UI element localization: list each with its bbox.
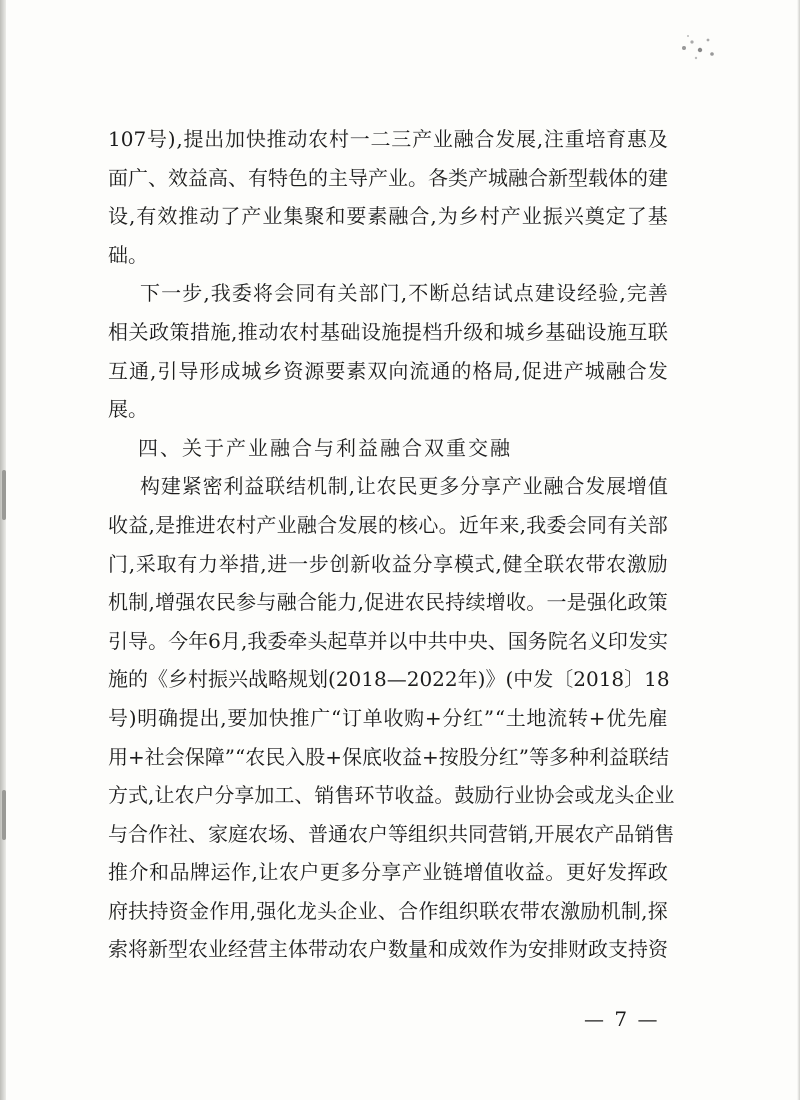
text-line: 门 , 采 取 有 力 举 措 , 进 一 步 创 新 收 益 分 享 模 式 , 健 全 联 农 带 农 激 励: [108, 551, 668, 576]
scan-mark-lower: [2, 790, 6, 840]
page-number: — 7 —: [584, 1007, 660, 1031]
text-line: 府 扶 持 资 金 作 用 , 强 化 龙 头 企 业 、 合 作 组 织 联 农 带 农 激 励 机 制 , 探: [108, 898, 668, 923]
section-heading: 四、关于产业融合与利益融合双重交融: [138, 435, 512, 460]
text-line: 引 导 。 今 年 6 月 , 我 委 牵 头 起 草 并 以 中 共 中 央 、 国 务 院 名 义 印 发 实: [108, 628, 668, 653]
text-line: 推 介 和 品 牌 运 作 , 让 农 户 更 多 分 享 产 业 链 增 值 收 益 。 更 好 发 挥 政: [108, 860, 668, 885]
text-line: 互 通 , 引 导 形 成 城 乡 资 源 要 素 双 向 流 通 的 格 局 , 促 进 产 城 融 合 发: [108, 358, 668, 383]
text-line: 施 的 《 乡 村 振 兴 战 略 规 划 ( 2018 — 2022 年 ) 》 ( 中 发 〔 2018 〕 18: [108, 667, 670, 692]
text-line: 相 关 政 策 措 施 , 推 动 农 村 基 础 设 施 提 档 升 级 和 城 乡 基 础 设 施 互 联: [108, 319, 668, 344]
text-line: 设 , 有 效 推 动 了 产 业 集 聚 和 要 素 融 合 , 为 乡 村 产 业 振 兴 奠 定 了 基: [108, 204, 668, 229]
text-line: 与 合 作 社 、 家 庭 农 场 、 普 通 农 户 等 组 织 共 同 营 销 , 开 展 农 产 品 销 售: [108, 821, 675, 846]
text-line: 下 一 步 , 我 委 将 会 同 有 关 部 门 , 不 断 总 结 试 点 建 设 经 验 , 完 善: [140, 281, 668, 306]
text-line: 收 益 , 是 推 进 农 村 产 业 融 合 发 展 的 核 心 。 近 年 来 , 我 委 会 同 有 关 部: [108, 512, 668, 537]
text-line: 展。: [108, 397, 148, 422]
text-line: 构 建 紧 密 利 益 联 结 机 制 , 让 农 民 更 多 分 享 产 业 融 合 发 展 增 值: [140, 474, 668, 499]
document-body: [108, 120, 675, 969]
text-line: 用 + 社 会 保 障 ” “ 农 民 入 股 + 保 底 收 益 + 按 股 分 红 ” 等 多 种 利 益 联 结: [108, 744, 669, 769]
text-line: 础。: [108, 242, 148, 267]
page-left-edge-shadow: [0, 0, 6, 1100]
text-line: 107 号 ) , 提 出 加 快 推 动 农 村 一 二 三 产 业 融 合 发 展 , 注 重 培 育 惠 及: [108, 127, 668, 151]
text-line: 号 ) 明 确 提 出 , 要 加 快 推 广 “ 订 单 收 购 + 分 红 ” “ 土 地 流 转 + 优 先 雇: [108, 705, 668, 730]
text-line: 机 制 , 增 强 农 民 参 与 融 合 能 力 , 促 进 农 民 持 续 增 收 。 一 是 强 化 政 策: [108, 590, 668, 615]
text-line: 面 广 、 效 益 高 、 有 特 色 的 主 导 产 业 。 各 类 产 城 融 合 新 型 载 体 的 建: [108, 165, 668, 190]
ink-smudge-mark: [672, 28, 722, 68]
text-line: 索 将 新 型 农 业 经 营 主 体 带 动 农 户 数 量 和 成 效 作 为 安 排 财 政 支 持 资: [108, 937, 668, 962]
scan-mark-upper: [2, 470, 6, 520]
text-line: 方 式 , 让 农 户 分 享 加 工 、 销 售 环 节 收 益 。 鼓 励 行 业 协 会 或 龙 头 企 业: [108, 783, 675, 808]
